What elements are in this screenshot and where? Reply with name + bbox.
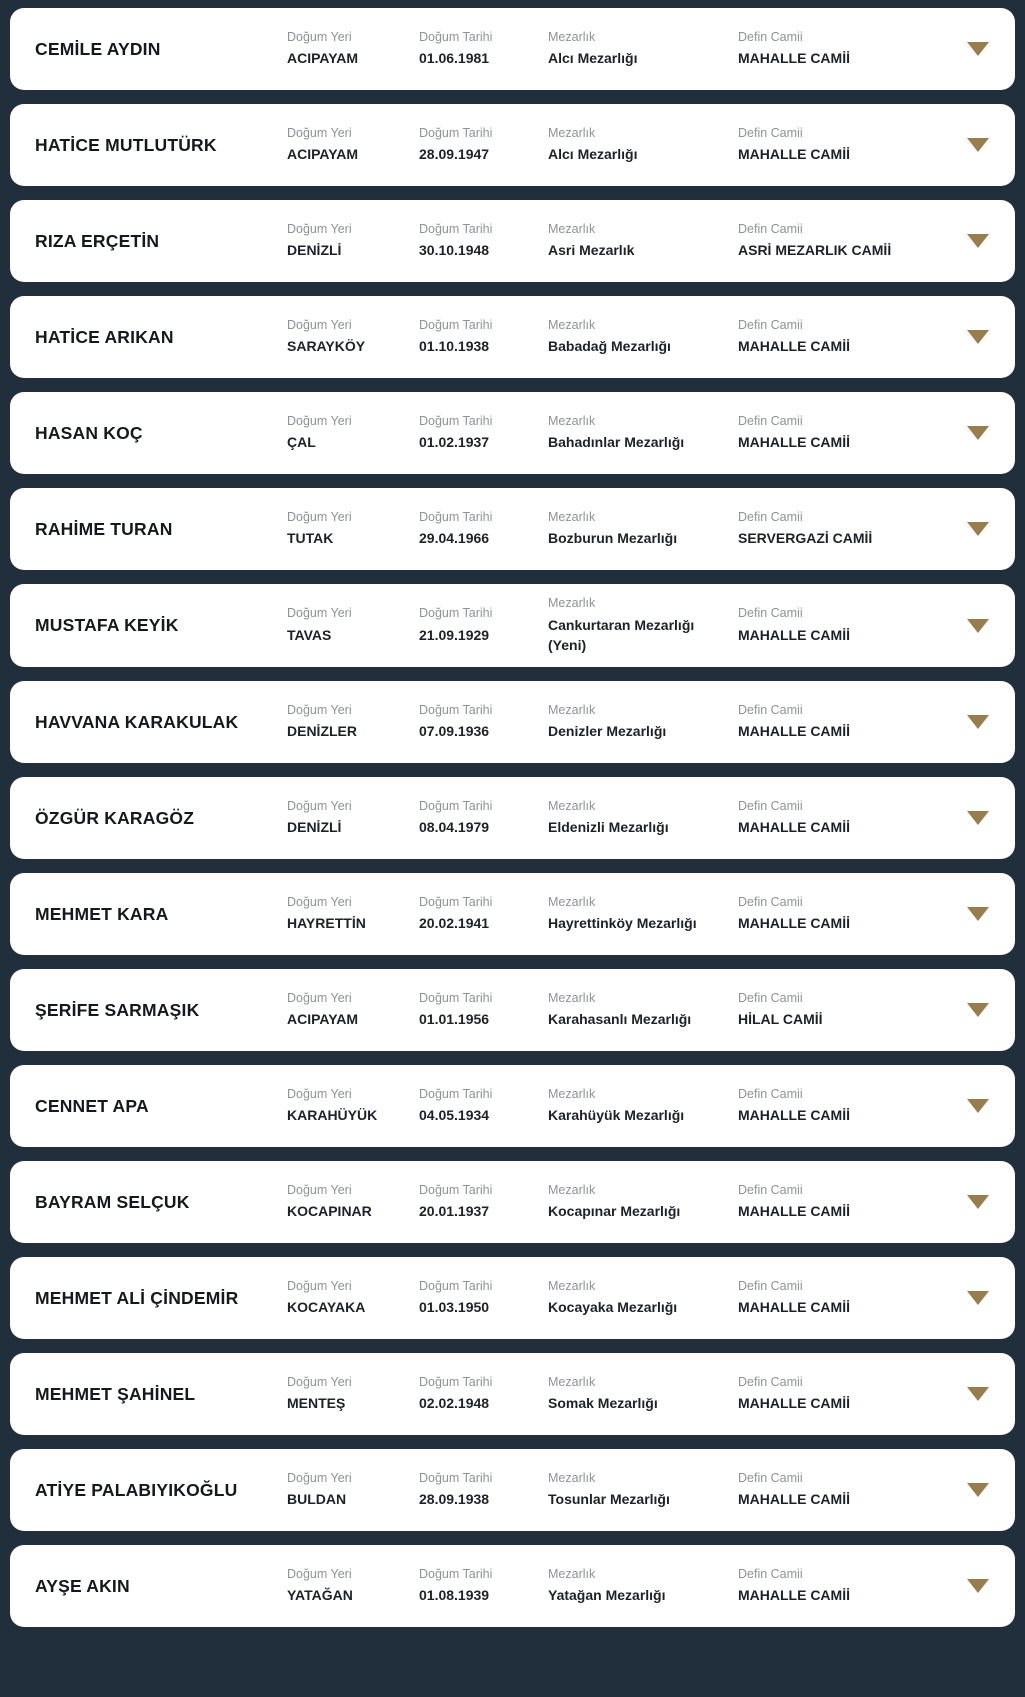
mosque-field <box>738 1279 959 1318</box>
cemetery-label: Mezarlık <box>548 509 596 524</box>
record-card[interactable] <box>10 584 1015 667</box>
cemetery-label: Mezarlık <box>548 894 596 909</box>
mosque-label: Defin Camii <box>738 413 803 428</box>
mosque-field <box>738 414 959 453</box>
chevron-down-icon[interactable] <box>967 811 989 825</box>
mosque-label: Defin Camii <box>738 1182 803 1197</box>
mosque-value: ASRİ MEZARLIK CAMİİ <box>738 242 892 259</box>
mosque-value: MAHALLE CAMİİ <box>738 50 850 67</box>
cemetery-field <box>548 596 738 655</box>
cemetery-value: Denizler Mezarlığı <box>548 723 667 740</box>
mosque-label: Defin Camii <box>738 702 803 717</box>
birth-date-value: 07.09.1936 <box>419 723 490 740</box>
birth-place-value: TAVAS <box>287 626 332 643</box>
cemetery-value: Bozburun Mezarlığı <box>548 530 678 547</box>
birth-place-value: ACIPAYAM <box>287 50 359 67</box>
chevron-down-icon[interactable] <box>967 234 989 248</box>
cemetery-field <box>548 703 738 742</box>
birth-place-value: MENTEŞ <box>287 1395 346 1412</box>
birth-place-label: Doğum Yeri <box>287 413 352 428</box>
cemetery-field <box>548 799 738 838</box>
record-card[interactable] <box>10 1257 1015 1339</box>
deceased-name: ATİYE PALABIYIKOĞLU <box>35 1479 238 1500</box>
cemetery-label: Mezarlık <box>548 413 596 428</box>
birth-place-value: KOCAYAKA <box>287 1299 366 1316</box>
birth-place-value: DENİZLER <box>287 723 357 740</box>
birth-place-label: Doğum Yeri <box>287 509 352 524</box>
birth-place-label: Doğum Yeri <box>287 1278 352 1293</box>
cemetery-label: Mezarlık <box>548 221 596 236</box>
mosque-field <box>738 126 959 165</box>
cemetery-value: Somak Mezarlığı <box>548 1395 658 1412</box>
cemetery-label: Mezarlık <box>548 1566 596 1581</box>
deceased-name: HASAN KOÇ <box>35 422 143 443</box>
deceased-name: MUSTAFA KEYİK <box>35 615 179 636</box>
birth-place-value: KOCAPINAR <box>287 1203 372 1220</box>
birth-place-field <box>287 703 419 742</box>
birth-date-field <box>419 126 548 165</box>
birth-place-field <box>287 414 419 453</box>
cemetery-field <box>548 895 738 934</box>
mosque-field <box>738 799 959 838</box>
cemetery-label: Mezarlık <box>548 702 596 717</box>
mosque-label: Defin Camii <box>738 221 803 236</box>
birth-date-field <box>419 1567 548 1606</box>
birth-place-field <box>287 510 419 549</box>
birth-date-label: Doğum Tarihi <box>419 125 493 140</box>
cemetery-value: Tosunlar Mezarlığı <box>548 1491 670 1508</box>
birth-date-field <box>419 895 548 934</box>
record-card[interactable] <box>10 296 1015 378</box>
mosque-label: Defin Camii <box>738 1086 803 1101</box>
birth-date-field <box>419 510 548 549</box>
birth-place-label: Doğum Yeri <box>287 1374 352 1389</box>
birth-date-field <box>419 318 548 357</box>
birth-date-label: Doğum Tarihi <box>419 317 493 332</box>
deceased-name: MEHMET KARA <box>35 903 169 924</box>
birth-date-label: Doğum Tarihi <box>419 894 493 909</box>
birth-place-label: Doğum Yeri <box>287 29 352 44</box>
birth-place-label: Doğum Yeri <box>287 317 352 332</box>
birth-date-label: Doğum Tarihi <box>419 990 493 1005</box>
birth-place-field <box>287 126 419 165</box>
mosque-label: Defin Camii <box>738 606 803 621</box>
chevron-down-icon[interactable] <box>967 522 989 536</box>
deceased-name: RAHİME TURAN <box>35 518 173 539</box>
birth-place-field <box>287 1375 419 1414</box>
birth-date-value: 20.01.1937 <box>419 1203 490 1220</box>
birth-place-field <box>287 1567 419 1606</box>
birth-date-field <box>419 799 548 838</box>
deceased-name: MEHMET ŞAHİNEL <box>35 1383 196 1404</box>
birth-place-value: HAYRETTİN <box>287 915 366 932</box>
cemetery-field <box>548 126 738 165</box>
mosque-value: MAHALLE CAMİİ <box>738 819 850 836</box>
birth-place-value: TUTAK <box>287 530 334 547</box>
mosque-field <box>738 1375 959 1414</box>
cemetery-field <box>548 1375 738 1414</box>
mosque-label: Defin Camii <box>738 125 803 140</box>
mosque-field <box>738 318 959 357</box>
mosque-value: SERVERGAZİ CAMİİ <box>738 530 873 547</box>
birth-date-value: 02.02.1948 <box>419 1395 490 1412</box>
mosque-field <box>738 895 959 934</box>
birth-date-value: 01.01.1956 <box>419 1011 490 1028</box>
birth-place-value: ACIPAYAM <box>287 1011 359 1028</box>
birth-date-label: Doğum Tarihi <box>419 221 493 236</box>
birth-date-field <box>419 703 548 742</box>
birth-date-value: 28.09.1947 <box>419 146 490 163</box>
cemetery-value: Babadağ Mezarlığı <box>548 338 671 355</box>
chevron-down-icon[interactable] <box>967 1387 989 1401</box>
birth-date-value: 21.09.1929 <box>419 626 490 643</box>
cemetery-value: Hayrettinköy Mezarlığı <box>548 915 697 932</box>
record-card[interactable] <box>10 1065 1015 1147</box>
cemetery-value: Karahüyük Mezarlığı <box>548 1107 685 1124</box>
cemetery-label: Mezarlık <box>548 1086 596 1101</box>
cemetery-field <box>548 1183 738 1222</box>
birth-date-value: 20.02.1941 <box>419 915 490 932</box>
mosque-field <box>738 1087 959 1126</box>
birth-place-label: Doğum Yeri <box>287 990 352 1005</box>
birth-place-value: DENİZLİ <box>287 819 342 836</box>
cemetery-label: Mezarlık <box>548 1470 596 1485</box>
chevron-down-icon[interactable] <box>967 330 989 344</box>
chevron-down-icon[interactable] <box>967 42 989 56</box>
birth-date-label: Doğum Tarihi <box>419 1566 493 1581</box>
birth-date-label: Doğum Tarihi <box>419 702 493 717</box>
birth-place-label: Doğum Yeri <box>287 606 352 621</box>
birth-place-label: Doğum Yeri <box>287 894 352 909</box>
cemetery-label: Mezarlık <box>548 798 596 813</box>
cemetery-label: Mezarlık <box>548 29 596 44</box>
cemetery-field <box>548 30 738 69</box>
birth-place-field <box>287 606 419 645</box>
chevron-down-icon[interactable] <box>967 1099 989 1113</box>
chevron-down-icon[interactable] <box>967 1579 989 1593</box>
birth-place-field <box>287 222 419 261</box>
birth-date-label: Doğum Tarihi <box>419 509 493 524</box>
cemetery-value: Bahadınlar Mezarlığı <box>548 434 685 451</box>
cemetery-value: Alcı Mezarlığı <box>548 50 638 67</box>
birth-date-label: Doğum Tarihi <box>419 1278 493 1293</box>
birth-place-label: Doğum Yeri <box>287 798 352 813</box>
record-card[interactable] <box>10 1449 1015 1531</box>
deceased-name: BAYRAM SELÇUK <box>35 1191 190 1212</box>
mosque-field <box>738 991 959 1030</box>
cemetery-label: Mezarlık <box>548 596 596 610</box>
birth-place-field <box>287 1471 419 1510</box>
mosque-field <box>738 1471 959 1510</box>
birth-date-label: Doğum Tarihi <box>419 1374 493 1389</box>
birth-place-value: SARAYKÖY <box>287 338 366 355</box>
birth-date-value: 01.10.1938 <box>419 338 490 355</box>
birth-place-label: Doğum Yeri <box>287 1566 352 1581</box>
birth-place-field <box>287 30 419 69</box>
mosque-value: MAHALLE CAMİİ <box>738 1203 850 1220</box>
mosque-field <box>738 30 959 69</box>
birth-date-field <box>419 991 548 1030</box>
birth-place-label: Doğum Yeri <box>287 221 352 236</box>
cemetery-field <box>548 1471 738 1510</box>
cemetery-value: Kocayaka Mezarlığı <box>548 1299 678 1316</box>
birth-date-field <box>419 222 548 261</box>
birth-date-value: 08.04.1979 <box>419 819 490 836</box>
birth-date-field <box>419 1087 548 1126</box>
cemetery-value: Yatağan Mezarlığı <box>548 1587 666 1604</box>
deceased-name: CEMİLE AYDIN <box>35 38 161 59</box>
deceased-name: HAVVANA KARAKULAK <box>35 711 239 732</box>
deceased-name: ŞERİFE SARMAŞIK <box>35 999 200 1020</box>
mosque-value: MAHALLE CAMİİ <box>738 723 850 740</box>
mosque-label: Defin Camii <box>738 990 803 1005</box>
birth-place-value: ÇAL <box>287 434 316 451</box>
chevron-down-icon[interactable] <box>967 907 989 921</box>
birth-date-field <box>419 1183 548 1222</box>
deceased-name: ÖZGÜR KARAGÖZ <box>35 807 195 828</box>
mosque-value: MAHALLE CAMİİ <box>738 1299 850 1316</box>
birth-place-field <box>287 1183 419 1222</box>
birth-date-value: 01.06.1981 <box>419 50 490 67</box>
birth-place-label: Doğum Yeri <box>287 1182 352 1197</box>
cemetery-value: Cankurtaran Mezarlığı (Yeni) <box>548 616 695 653</box>
mosque-field <box>738 1183 959 1222</box>
birth-date-value: 01.02.1937 <box>419 434 490 451</box>
cemetery-value: Asri Mezarlık <box>548 242 635 259</box>
birth-place-value: KARAHÜYÜK <box>287 1107 378 1124</box>
birth-date-value: 01.03.1950 <box>419 1299 490 1316</box>
birth-date-label: Doğum Tarihi <box>419 606 493 621</box>
cemetery-label: Mezarlık <box>548 1278 596 1293</box>
mosque-value: MAHALLE CAMİİ <box>738 1395 850 1412</box>
birth-date-field <box>419 414 548 453</box>
chevron-down-icon[interactable] <box>967 1291 989 1305</box>
mosque-value: MAHALLE CAMİİ <box>738 434 850 451</box>
cemetery-label: Mezarlık <box>548 1182 596 1197</box>
mosque-label: Defin Camii <box>738 29 803 44</box>
record-card[interactable] <box>10 873 1015 955</box>
chevron-down-icon[interactable] <box>967 619 989 633</box>
birth-place-field <box>287 799 419 838</box>
record-card[interactable] <box>10 969 1015 1051</box>
mosque-label: Defin Camii <box>738 894 803 909</box>
cemetery-field <box>548 222 738 261</box>
cemetery-value: Karahasanlı Mezarlığı <box>548 1011 692 1028</box>
record-card[interactable] <box>10 1545 1015 1627</box>
mosque-value: MAHALLE CAMİİ <box>738 1107 850 1124</box>
mosque-value: MAHALLE CAMİİ <box>738 1491 850 1508</box>
record-card[interactable] <box>10 1161 1015 1243</box>
mosque-label: Defin Camii <box>738 1470 803 1485</box>
birth-place-field <box>287 991 419 1030</box>
birth-place-field <box>287 1279 419 1318</box>
cemetery-field <box>548 991 738 1030</box>
record-card[interactable] <box>10 392 1015 474</box>
birth-date-label: Doğum Tarihi <box>419 798 493 813</box>
mosque-value: MAHALLE CAMİİ <box>738 338 850 355</box>
mosque-label: Defin Camii <box>738 1374 803 1389</box>
birth-date-field <box>419 1279 548 1318</box>
mosque-value: MAHALLE CAMİİ <box>738 1587 850 1604</box>
cemetery-label: Mezarlık <box>548 1374 596 1389</box>
birth-date-field <box>419 1471 548 1510</box>
cemetery-value: Eldenizli Mezarlığı <box>548 819 669 836</box>
cemetery-value: Alcı Mezarlığı <box>548 146 638 163</box>
birth-place-value: YATAĞAN <box>287 1587 353 1604</box>
mosque-field <box>738 606 959 645</box>
record-card[interactable] <box>10 777 1015 859</box>
mosque-label: Defin Camii <box>738 317 803 332</box>
birth-place-field <box>287 1087 419 1126</box>
record-card[interactable] <box>10 488 1015 570</box>
birth-place-value: ACIPAYAM <box>287 146 359 163</box>
mosque-label: Defin Camii <box>738 798 803 813</box>
mosque-label: Defin Camii <box>738 1278 803 1293</box>
birth-date-value: 28.09.1938 <box>419 1491 490 1508</box>
mosque-field <box>738 1567 959 1606</box>
chevron-down-icon[interactable] <box>967 138 989 152</box>
mosque-value: HİLAL CAMİİ <box>738 1011 823 1028</box>
birth-date-field <box>419 1375 548 1414</box>
record-card[interactable] <box>10 104 1015 186</box>
birth-date-value: 30.10.1948 <box>419 242 490 259</box>
birth-date-field <box>419 30 548 69</box>
cemetery-field <box>548 318 738 357</box>
birth-date-value: 01.08.1939 <box>419 1587 490 1604</box>
chevron-down-icon[interactable] <box>967 1195 989 1209</box>
birth-place-field <box>287 318 419 357</box>
birth-place-value: BULDAN <box>287 1491 347 1508</box>
cemetery-field <box>548 1087 738 1126</box>
birth-date-value: 04.05.1934 <box>419 1107 490 1124</box>
mosque-value: MAHALLE CAMİİ <box>738 146 850 163</box>
mosque-value: MAHALLE CAMİİ <box>738 626 850 643</box>
birth-place-label: Doğum Yeri <box>287 125 352 140</box>
birth-date-label: Doğum Tarihi <box>419 1086 493 1101</box>
record-card[interactable] <box>10 200 1015 282</box>
deceased-name: AYŞE AKIN <box>35 1575 130 1596</box>
mosque-field <box>738 703 959 742</box>
deceased-name: RIZA ERÇETİN <box>35 230 160 251</box>
birth-date-label: Doğum Tarihi <box>419 1470 493 1485</box>
record-card[interactable] <box>10 681 1015 763</box>
cemetery-value: Kocapınar Mezarlığı <box>548 1203 681 1220</box>
birth-place-label: Doğum Yeri <box>287 702 352 717</box>
birth-date-label: Doğum Tarihi <box>419 1182 493 1197</box>
cemetery-label: Mezarlık <box>548 125 596 140</box>
mosque-label: Defin Camii <box>738 509 803 524</box>
cemetery-field <box>548 510 738 549</box>
deceased-name: MEHMET ALİ ÇİNDEMİR <box>35 1287 239 1308</box>
mosque-value: MAHALLE CAMİİ <box>738 915 850 932</box>
birth-place-value: DENİZLİ <box>287 242 342 259</box>
cemetery-field <box>548 1567 738 1606</box>
cemetery-label: Mezarlık <box>548 990 596 1005</box>
chevron-down-icon[interactable] <box>967 1003 989 1017</box>
mosque-field <box>738 222 959 261</box>
record-card[interactable] <box>10 8 1015 90</box>
mosque-field <box>738 510 959 549</box>
cemetery-field <box>548 1279 738 1318</box>
birth-date-field <box>419 606 548 645</box>
birth-date-value: 29.04.1966 <box>419 530 490 547</box>
mosque-label: Defin Camii <box>738 1566 803 1581</box>
chevron-down-icon[interactable] <box>967 426 989 440</box>
birth-place-label: Doğum Yeri <box>287 1470 352 1485</box>
birth-place-label: Doğum Yeri <box>287 1086 352 1101</box>
deceased-name: CENNET APA <box>35 1095 149 1116</box>
deceased-name: HATİCE ARIKAN <box>35 326 174 347</box>
birth-place-field <box>287 895 419 934</box>
record-card[interactable] <box>10 1353 1015 1435</box>
chevron-down-icon[interactable] <box>967 715 989 729</box>
birth-date-label: Doğum Tarihi <box>419 29 493 44</box>
birth-date-label: Doğum Tarihi <box>419 413 493 428</box>
deceased-name: HATİCE MUTLUTÜRK <box>35 134 217 155</box>
cemetery-label: Mezarlık <box>548 317 596 332</box>
cemetery-field <box>548 414 738 453</box>
chevron-down-icon[interactable] <box>967 1483 989 1497</box>
